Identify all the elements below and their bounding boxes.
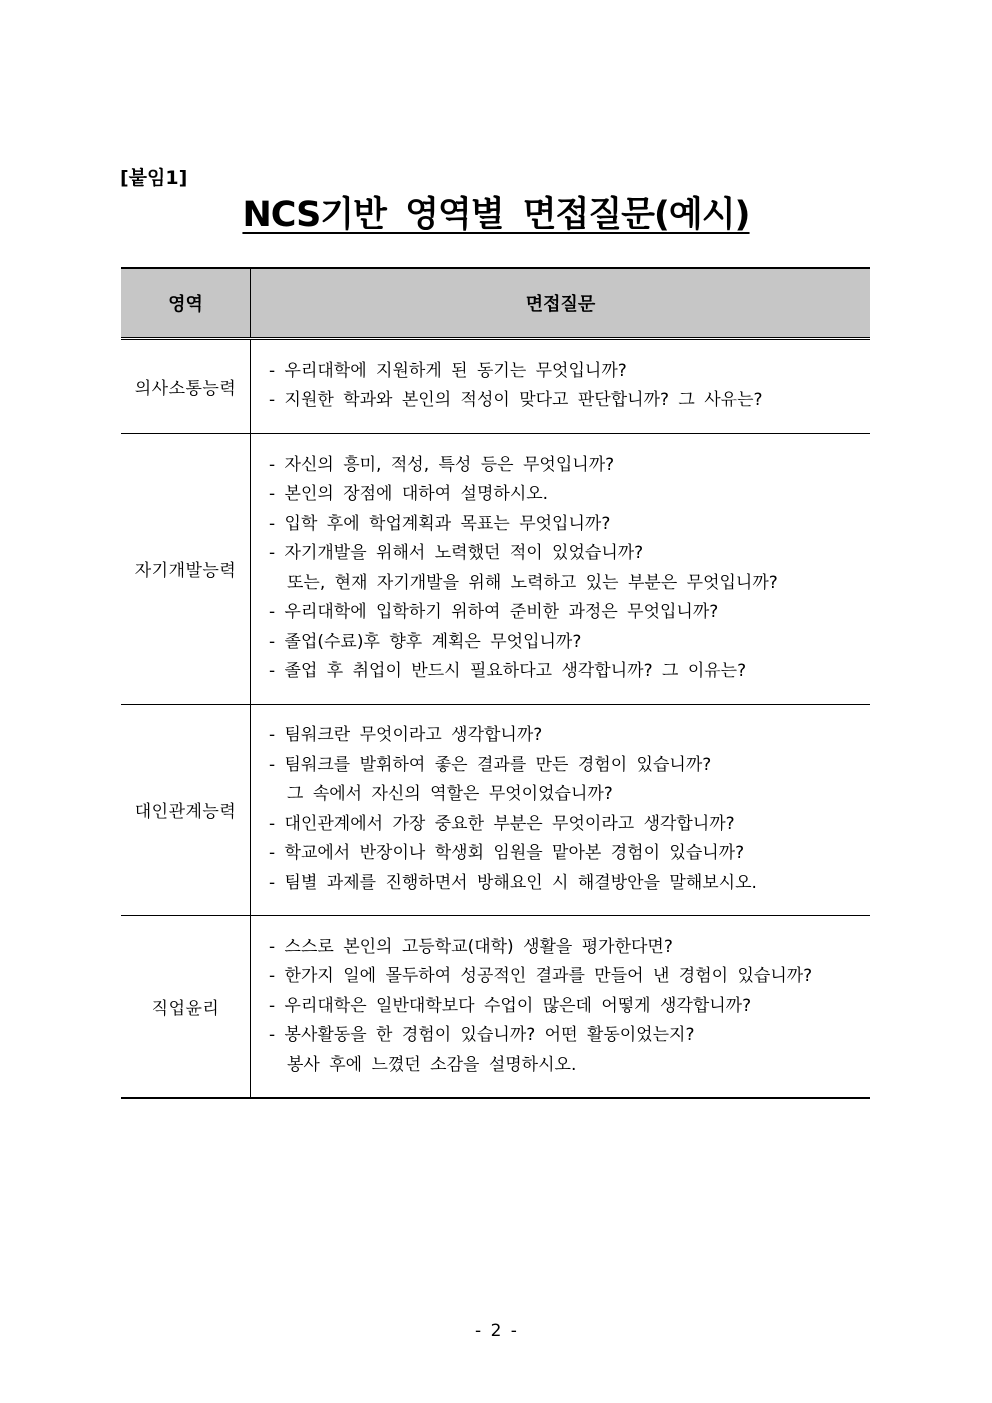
question-line: - 졸업(수료)후 향후 계획은 무엇입니까? bbox=[269, 631, 582, 652]
question-line-continuation: 그 속에서 자신의 역할은 무엇이었습니까? bbox=[287, 784, 613, 804]
area-cell: 의사소통능력 bbox=[121, 338, 251, 433]
question-line: - 입학 후에 학업계획과 목표는 무엇입니까? bbox=[269, 513, 611, 534]
question-line: - 졸업 후 취업이 반드시 필요하다고 생각합니까? 그 이유는? bbox=[269, 661, 747, 681]
question-line: - 지원한 학과와 본인의 적성이 맞다고 판단합니까? 그 사유는? bbox=[269, 390, 763, 410]
question-line: - 자신의 흥미, 적성, 특성 등은 무엇입니까? bbox=[269, 454, 615, 475]
question-line: - 학교에서 반장이나 학생회 임원을 맡아본 경험이 있습니까? bbox=[269, 843, 745, 863]
table-row bbox=[121, 433, 870, 704]
questions-cell bbox=[251, 704, 871, 915]
header-questions: 면접질문 bbox=[251, 268, 871, 338]
question-line: - 한가지 일에 몰두하여 성공적인 결과를 만들어 낸 경험이 있습니까? bbox=[269, 966, 813, 986]
table-header-row bbox=[121, 268, 870, 338]
questions-cell bbox=[251, 915, 871, 1098]
question-line: - 팀별 과제를 진행하면서 방해요인 시 해결방안을 말해보시오. bbox=[269, 872, 757, 893]
interview-questions-table bbox=[121, 267, 870, 1099]
questions-cell bbox=[251, 338, 871, 433]
question-line: - 본인의 장점에 대하여 설명하시오. bbox=[269, 484, 549, 504]
question-list bbox=[269, 933, 870, 1081]
question-line: - 대인관계에서 가장 중요한 부분은 무엇이라고 생각합니까? bbox=[269, 813, 735, 834]
question-line: - 팀워크란 무엇이라고 생각합니까? bbox=[269, 725, 543, 745]
question-line: - 우리대학에 지원하게 된 동기는 무엇입니까? bbox=[269, 360, 627, 381]
header-area: 영역 bbox=[121, 268, 251, 338]
page-number: - 2 - bbox=[475, 1321, 517, 1341]
question-list bbox=[269, 357, 870, 416]
area-cell: 자기개발능력 bbox=[121, 433, 251, 704]
question-line: - 자기개발을 위해서 노력했던 적이 있었습니까? bbox=[269, 543, 644, 563]
question-line: - 봉사활동을 한 경험이 있습니까? 어떤 활동이었는지? bbox=[269, 1025, 695, 1045]
question-list bbox=[269, 451, 870, 687]
questions-cell bbox=[251, 433, 871, 704]
question-list bbox=[269, 721, 870, 898]
attachment-label: [붙임1] bbox=[120, 167, 188, 189]
document-title bbox=[0, 190, 992, 240]
question-line: - 팀워크를 발휘하여 좋은 결과를 만든 경험이 있습니까? bbox=[269, 754, 712, 775]
area-cell: 대인관계능력 bbox=[121, 704, 251, 915]
question-line-continuation: 또는, 현재 자기개발을 위해 노력하고 있는 부분은 무엇입니까? bbox=[287, 572, 778, 593]
table-row bbox=[121, 338, 870, 433]
table-row bbox=[121, 915, 870, 1098]
table-row bbox=[121, 704, 870, 915]
question-line-continuation: 봉사 후에 느꼈던 소감을 설명하시오. bbox=[287, 1054, 577, 1075]
area-cell: 직업윤리 bbox=[121, 915, 251, 1098]
question-line: - 우리대학은 일반대학보다 수업이 많은데 어떻게 생각합니까? bbox=[269, 995, 752, 1016]
question-line: - 스스로 본인의 고등학교(대학) 생활을 평가한다면? bbox=[269, 936, 673, 957]
document-title-text: NCS기반 영역별 면접질문(예시) bbox=[242, 195, 750, 235]
question-line: - 우리대학에 입학하기 위하여 준비한 과정은 무엇입니까? bbox=[269, 602, 719, 622]
